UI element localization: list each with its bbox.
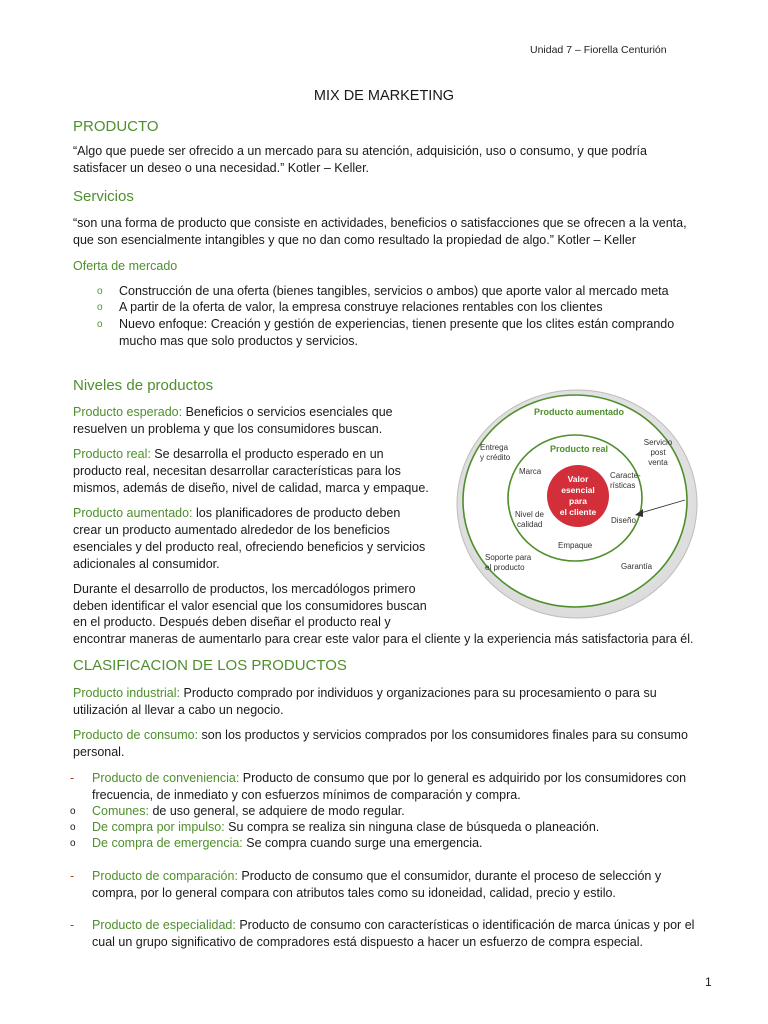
running-header: Unidad 7 – Fiorella Centurión (530, 44, 667, 56)
diagram-outer-title: Producto aumentado (533, 407, 625, 417)
term-label: Producto de consumo: (73, 728, 199, 742)
servicios-quote-line-2: que son esencialmente intangibles y que no dan como resultado la propiedad de algo.” Kotler – Keller (73, 233, 636, 247)
label-nivel-de: Nivel de (515, 510, 544, 519)
core-line-4: el cliente (559, 507, 597, 517)
oferta-bullet-1: Construcción de una oferta (bienes tangibles, servicios o ambos) que aporte valor al mercado meta (119, 284, 669, 298)
oferta-bullet-2: A partir de la oferta de valor, la empresa construye relaciones rentables con los clientes (119, 300, 603, 314)
producto-aumentado-line-2: crear un producto aumentado alrededor de los beneficios (73, 523, 390, 537)
label-caracte: Caracte- (610, 471, 641, 480)
especialidad-line-2: cual un grupo significativo de compradores está dispuesto a hacer un esfuerzo de compra especial. (92, 935, 644, 949)
producto-aumentado-line-4: adicionales al consumidor. (73, 557, 220, 571)
subheading-oferta: Oferta de mercado (73, 259, 178, 273)
comparacion-line-1 (92, 868, 722, 885)
section-heading-producto: PRODUCTO (73, 118, 159, 135)
conveniencia-line-2: frecuencia, de inmediato y con esfuerzos mínimos de comparación y compra. (92, 788, 521, 802)
term-text: Su compra se realiza sin ninguna clase de búsqueda o planeación. (224, 820, 600, 834)
producto-quote-line-2: satisfacer un deseo o una necesidad.” Kotler – Keller. (73, 161, 370, 175)
term-text: Se desarrolla el producto esperado en un (150, 447, 384, 461)
label-soporte: Soporte para (485, 553, 532, 562)
term-label: De compra por impulso: (92, 820, 225, 834)
term-label: Comunes: (92, 804, 149, 818)
producto-real-line-1 (73, 446, 453, 463)
term-label: Producto de comparación: (92, 869, 238, 883)
producto-aumentado-line-3: esenciales y del producto real, ofreciendo beneficios y servicios (73, 540, 426, 554)
label-empaque: Empaque (558, 541, 593, 550)
industrial-line-1 (73, 685, 713, 702)
term-label: Producto real: (73, 447, 151, 461)
label-garantia: Garantía (621, 562, 653, 571)
term-label: Producto esperado: (73, 405, 183, 419)
oferta-bullet-3: Nuevo enfoque: Creación y gestión de experiencias, tienen presente que los clites están comprando (119, 317, 675, 331)
bullet-marker: o (70, 822, 76, 833)
term-label: Producto de especialidad: (92, 918, 236, 932)
label-post: post (650, 448, 666, 457)
producto-esperado-line-1 (73, 404, 453, 421)
producto-real-line-2: producto real, necesitan desarrollar características para los (73, 464, 401, 478)
core-line-2: esencial (561, 485, 595, 495)
label-marca: Marca (519, 467, 542, 476)
producto-real-line-3: mismos, además de diseño, nivel de calidad, marca y empaque. (73, 481, 429, 495)
term-label: Producto aumentado: (73, 506, 193, 520)
term-label: Producto industrial: (73, 686, 181, 700)
servicios-quote-line-1: “son una forma de producto que consiste en actividades, beneficios o satisfacciones que se ofrecen a la venta, (73, 216, 687, 230)
conveniencia-line-1 (92, 770, 722, 787)
durante-line-4: encontrar maneras de aumentarlo para crear este valor para el cliente y la experiencia más satisfactoria para él. (73, 632, 694, 646)
producto-quote-line-1: “Algo que puede ser ofrecido a un mercado para su atención, adquisición, uso o consumo, y que podría (73, 144, 647, 158)
term-text: Se compra cuando surge una emergencia. (242, 836, 483, 850)
label-venta: venta (648, 458, 668, 467)
label-el-producto: el producto (485, 563, 525, 572)
term-text: Producto de consumo que el consumidor, durante el proceso de selección y (237, 869, 662, 883)
term-label: De compra de emergencia: (92, 836, 243, 850)
product-levels-diagram (455, 388, 700, 620)
dash-marker: - (70, 918, 75, 932)
comparacion-line-2: compra, por lo general compara con atributos tales como su idoneidad, calidad, precio y estilo. (92, 886, 616, 900)
label-servicio: Servicio (643, 438, 673, 447)
term-label: Producto de conveniencia: (92, 771, 240, 785)
sub-emergencia (92, 835, 483, 852)
term-text: Beneficios o servicios esenciales que (182, 405, 393, 419)
producto-esperado-line-2: resuelven un problema y que los consumidores buscan. (73, 422, 383, 436)
term-text: los planificadores de producto deben (192, 506, 401, 520)
label-risticas: rísticas (610, 481, 636, 490)
label-calidad: calidad (517, 520, 543, 529)
consumo-line-1 (73, 727, 713, 744)
oferta-bullet-3-cont: mucho mas que solo productos y servicios. (119, 334, 358, 348)
section-heading-niveles: Niveles de productos (73, 377, 214, 394)
durante-line-1: Durante el desarrollo de productos, los mercadólogos primero (73, 582, 416, 596)
bullet-marker: o (97, 286, 103, 297)
core-line-1: Valor (567, 474, 589, 484)
label-credito: y crédito (480, 453, 511, 462)
section-heading-servicios: Servicios (73, 188, 134, 205)
document-title: MIX DE MARKETING (313, 88, 455, 104)
durante-line-2: deben identificar el valor esencial que los consumidores buscan (73, 599, 427, 613)
term-text: son los productos y servicios comprados por los consumidores finales para su consumo (198, 728, 688, 742)
section-heading-clasificacion: CLASIFICACION DE LOS PRODUCTOS (73, 657, 347, 674)
label-entrega: Entrega (480, 443, 509, 452)
term-text: Producto comprado por individuos y organizaciones para su procesamiento o para su (180, 686, 657, 700)
durante-line-3: en el producto. Después deben diseñar el producto real y (73, 615, 391, 629)
term-text: Producto de consumo con características o identificación de marca únicas y por el (235, 918, 695, 932)
page-number: 1 (705, 975, 712, 989)
producto-aumentado-line-1 (73, 505, 453, 522)
core-line-3: para (569, 496, 587, 506)
especialidad-line-1 (92, 917, 722, 934)
consumo-line-2: personal. (73, 745, 125, 759)
bullet-marker: o (70, 838, 76, 849)
dash-marker: - (70, 771, 75, 785)
term-text: Producto de consumo que por lo general es adquirido por los consumidores con (239, 771, 687, 785)
term-text: de uso general, se adquiere de modo regular. (148, 804, 405, 818)
diagram-inner-title: Producto real (549, 444, 609, 454)
sub-impulso (92, 819, 599, 836)
bullet-marker: o (70, 806, 76, 817)
sub-comunes (92, 803, 405, 820)
bullet-marker: o (97, 319, 103, 330)
bullet-marker: o (97, 302, 103, 313)
industrial-line-2: utilización al llevar a cabo un negocio. (73, 703, 284, 717)
dash-marker: - (70, 869, 75, 883)
label-diseno: Diseño (611, 516, 636, 525)
